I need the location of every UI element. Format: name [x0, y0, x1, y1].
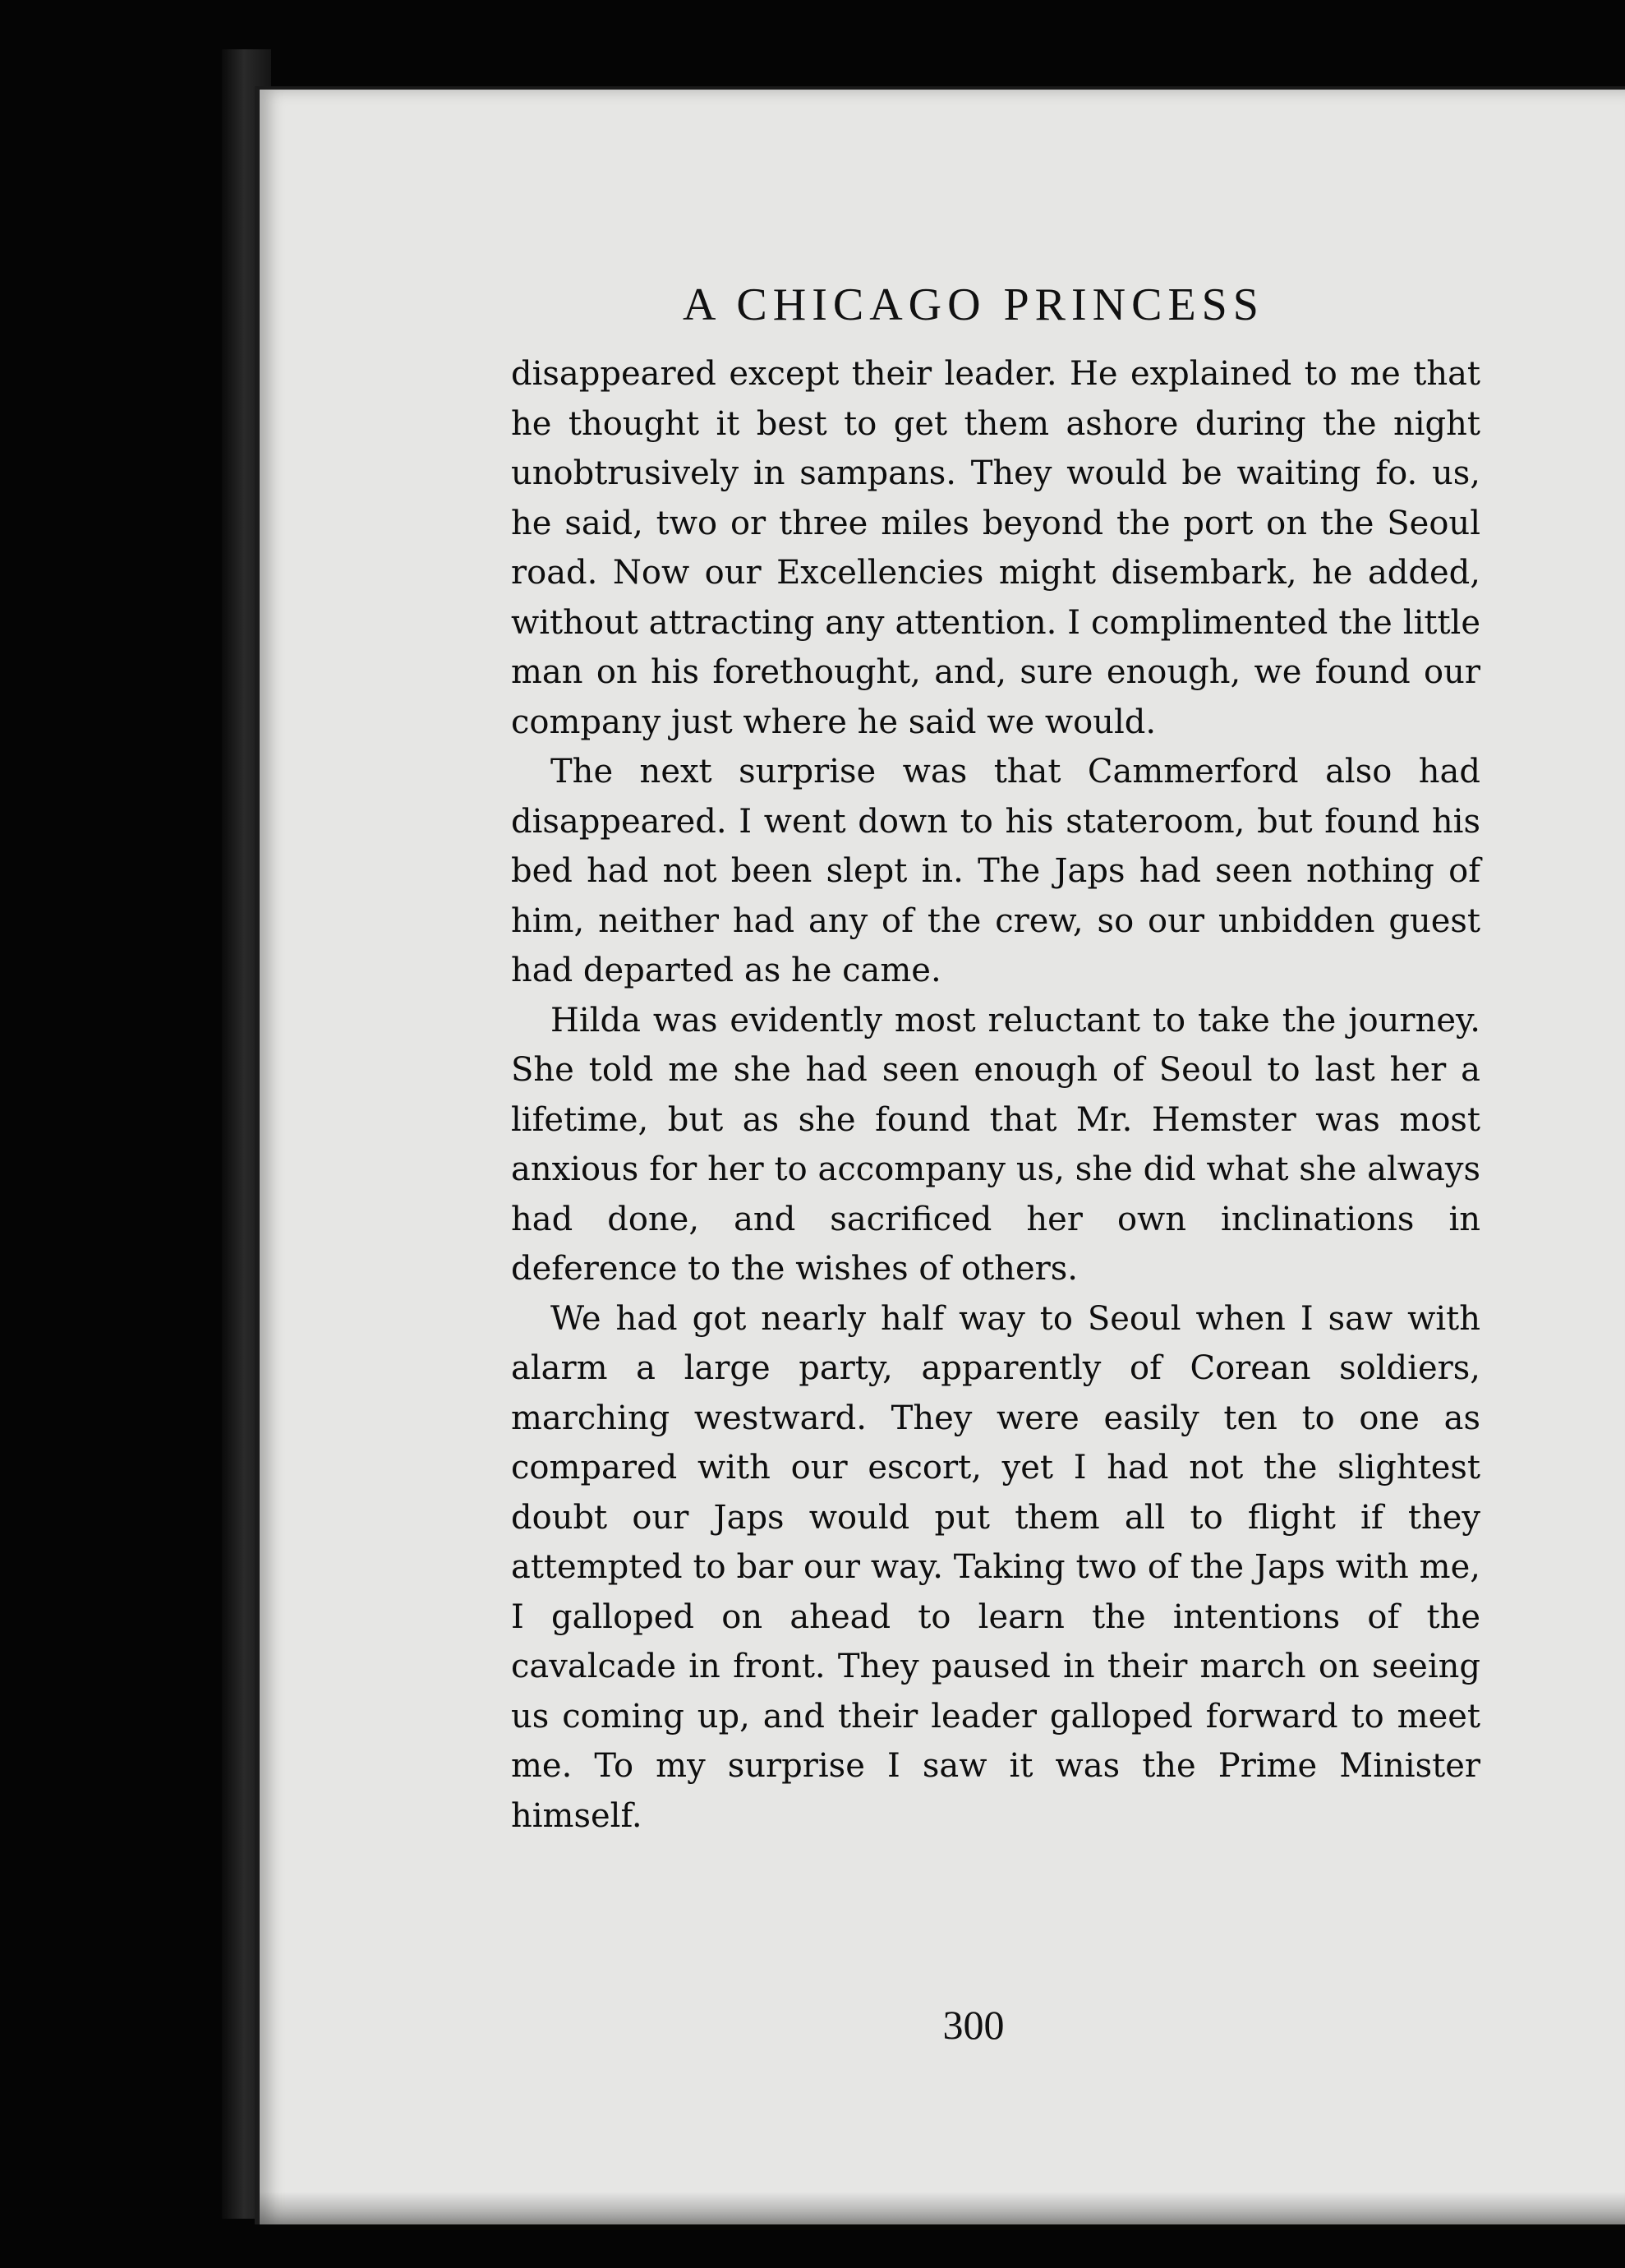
paragraph: disappeared except their leader. He explained to me that he thought it best to get them ashore during the night unobtrusively in sampans. They would be waiting fo. us, he said, two or three miles beyond the port on the Seoul road. Now our Excellencies might disembark, he added, without attracting any attention. I complimented the little man on his forethought, and, sure enough, we found our company just where he said we would. — [511, 355, 1480, 741]
paragraph: Hilda was evidently most reluctant to take the journey. She told me she had seen enough of Seoul to last her a lifetime, but as she found that Mr. Hemster was most anxious for her to accompany us, she did what she always had done, and sacrificed her own inclinations in deference to the wishes of others. — [511, 1001, 1480, 1288]
running-head: A CHICAGO PRINCESS — [683, 279, 1264, 330]
paragraph: We had got nearly half way to Seoul when I saw with alarm a large party, apparently of Corean soldiers, marching westward. They were easily ten to one as compared with our escort, yet I had not the slightest doubt our Japs would put them all to flight if they attempted to bar our way. Taking two of the Japs with me, I galloped on ahead to learn the intentions of the cavalcade in front. They paused in their march on seeing us coming up, and their leader galloped forward to meet me. To my surprise I saw it was the Prime Minister himself. — [511, 1299, 1480, 1835]
book-page — [255, 86, 1625, 2224]
paragraph: The next surprise was that Cammerford also had disappeared. I went down to his stateroom, but found his bed had not been slept in. The Japs had seen nothing of him, neither had any of the crew, so our unbidden guest had departed as he came. — [511, 753, 1480, 989]
body-text — [511, 349, 1480, 1841]
page-number: 300 — [942, 2002, 1005, 2048]
page-bottom-shadow — [260, 2192, 1625, 2224]
